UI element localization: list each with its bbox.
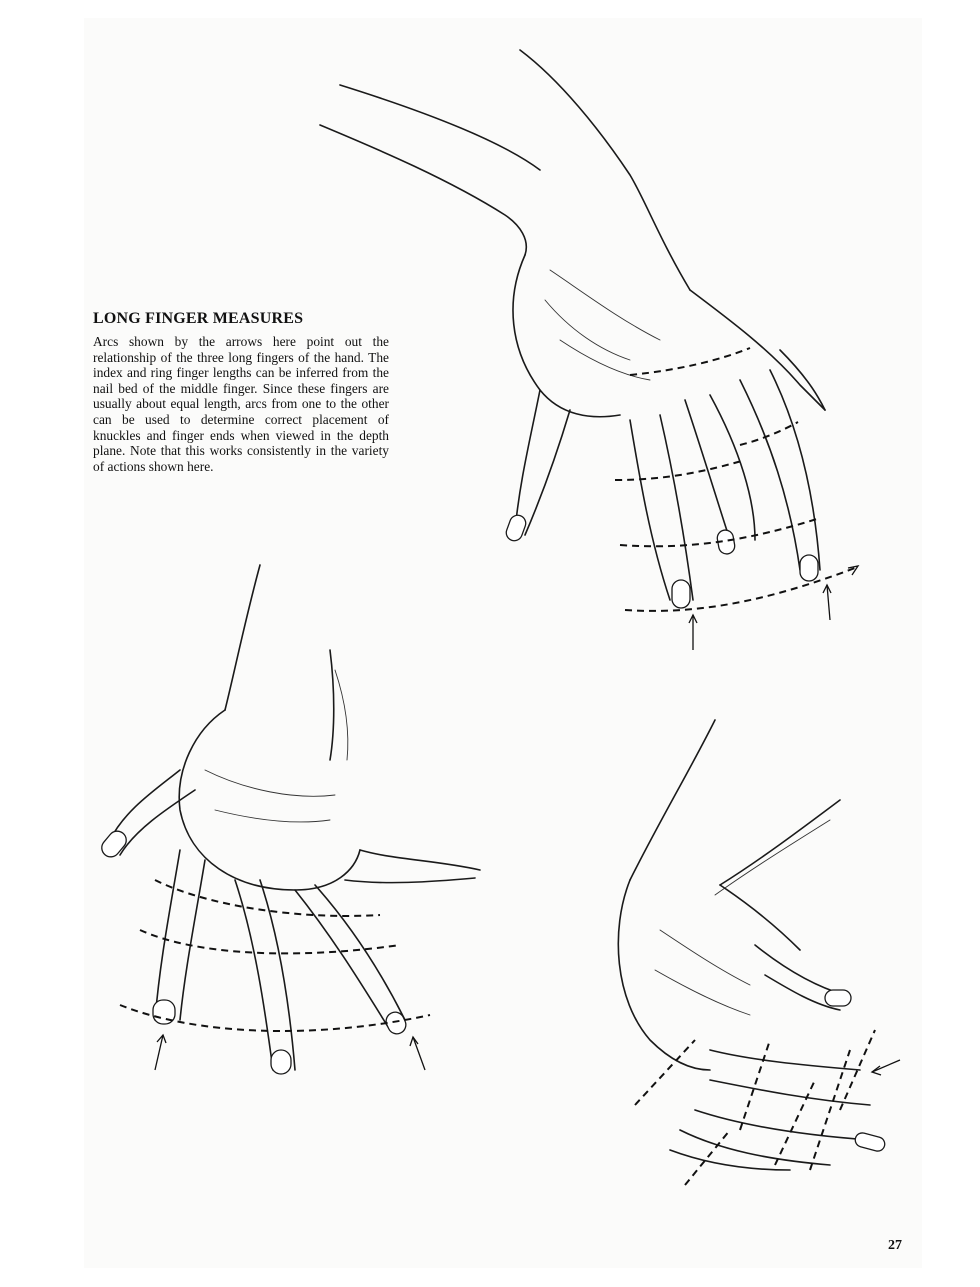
page-number: 27 (888, 1238, 902, 1253)
hand-illustration-left (95, 560, 495, 1080)
caption-title: LONG FINGER MEASURES (93, 310, 304, 327)
caption-body: Arcs shown by the arrows here point out the relationship of the three long fingers of the hand. The index and ring finger lengths can be inferred from the nail bed of the middle finger. Since these fingers are usually about equal length, arcs from one to the other can be used to determine correct placement of knuckles and finger ends when viewed in the depth plane. Note that this works consistently in the variety of actions shown here. (93, 334, 389, 474)
hand-illustration-right (600, 710, 920, 1200)
